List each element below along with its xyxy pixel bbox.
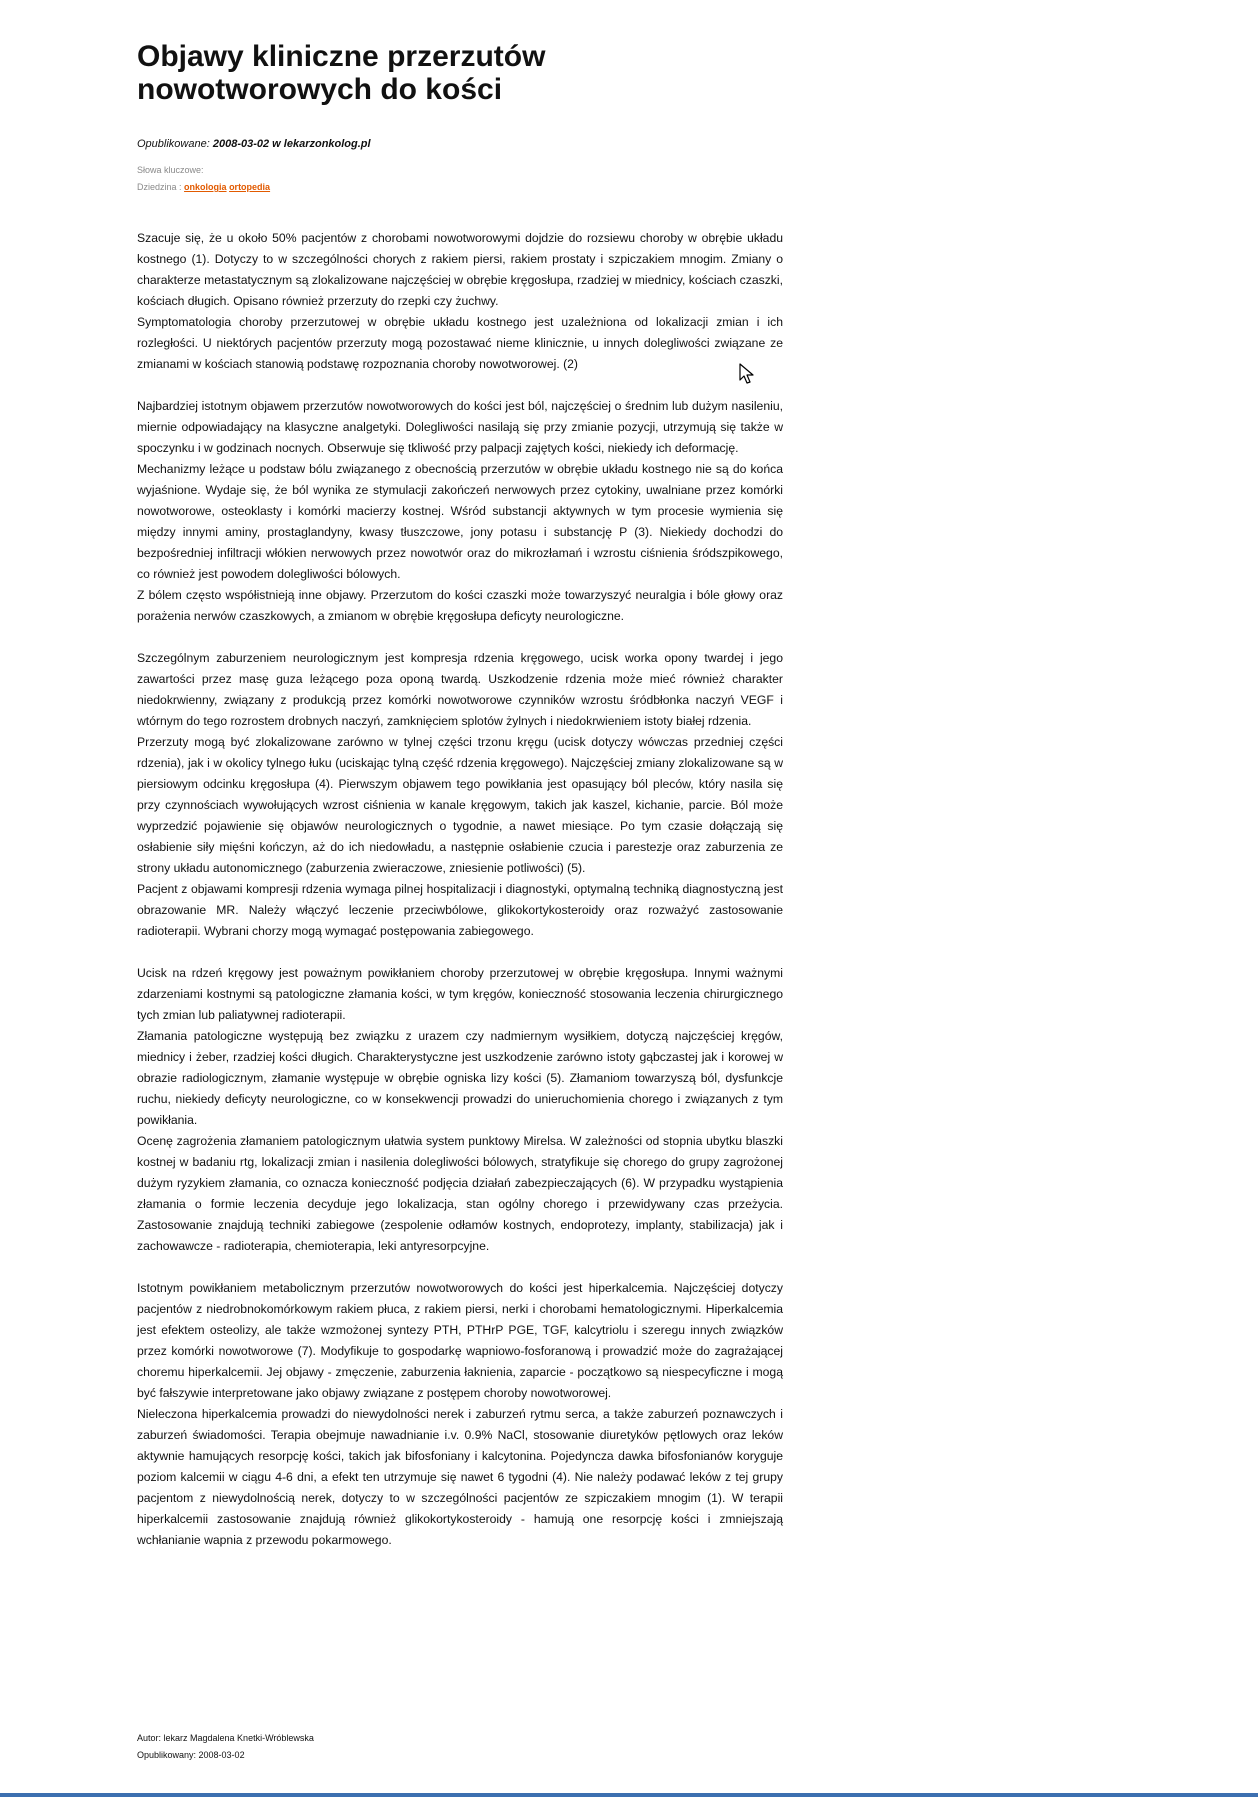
domain-row	[137, 179, 783, 196]
article-section	[137, 963, 783, 1257]
keywords-label: Słowa kluczowe:	[137, 165, 204, 175]
article-paragraph: Złamania patologiczne występują bez związku z urazem czy nadmiernym wysiłkiem, dotyczą najczęściej kręgów, miednicy i żeber, rzadziej kości długich. Charakterystyczne jest uszkodzenie zarówno istoty gąbczastej jak i korowej w obrazie radiologicznym, złamanie występuje w obrębie ogniska lizy kości (5). Złamaniom towarzyszą ból, dysfunkcje ruchu, niekiedy deficyty neurologiczne, co w konsekwencji prowadzi do unieruchomienia chorego i związanych z tym powikłania.	[137, 1029, 783, 1127]
article-paragraph: Mechanizmy leżące u podstaw bólu związanego z obecnością przerzutów w obrębie układu kostnego nie są do końca wyjaśnione. Wydaje się, że ból wynika ze stymulacji zakończeń nerwowych przez cytokiny, uwalniane przez komórki nowotworowe, osteoklasty i komórki macierzy kostnej. Wśród substancji aktywnych w tym procesie wymienia się między innymi aminy, prostaglandyny, kwasy tłuszczowe, jony potasu i substancję P (3). Niekiedy dochodzi do bezpośredniej infiltracji włókien nerwowych przez nowotwór oraz do mikrozłamań i wzrostu ciśnienia śródszpikowego, co również jest powodem dolegliwości bólowych.	[137, 462, 783, 581]
article-content	[137, 40, 783, 1572]
tag-link-ortopedia[interactable]: ortopedia	[229, 182, 271, 192]
article-section	[137, 648, 783, 942]
article-paragraph: Szacuje się, że u około 50% pacjentów z chorobami nowotworowymi dojdzie do rozsiewu choroby w obrębie układu kostnego (1). Dotyczy to w szczególności chorych z rakiem piersi, rakiem prostaty i szpiczakiem mnogim. Zmiany o charakterze metastatycznym są zlokalizowane najczęściej w obrębie kręgosłupa, rzadziej w miednicy, kościach czaszki, kościach długich. Opisano również przerzuty do rzepki czy żuchwy.	[137, 231, 783, 308]
published-info	[137, 138, 783, 150]
article-footer	[137, 1730, 314, 1764]
article-section	[137, 396, 783, 627]
published-value: 2008-03-02 w lekarzonkolog.pl	[212, 138, 371, 150]
tag-link-onkologia[interactable]: onkologia	[184, 182, 227, 192]
published-line: Opublikowany: 2008-03-02	[137, 1750, 245, 1760]
window-bottom-bar	[0, 1793, 1258, 1797]
article-paragraph: Szczególnym zaburzeniem neurologicznym jest kompresja rdzenia kręgowego, ucisk worka opony twardej i jego zawartości przez masę guza leżącego poza oponą twardą. Uszkodzenie rdzenia może mieć również charakter niedokrwienny, związany z produkcją przez komórki nowotworowe czynników wzrostu śródbłonka naczyń VEGF i wtórnym do tego rozrostem drobnych naczyń, zamknięciem splotów żylnych i niedokrwieniem istoty białej rdzenia.	[137, 651, 783, 728]
article-paragraph: Z bólem często współistnieją inne objawy. Przerzutom do kości czaszki może towarzyszyć neuralgia i bóle głowy oraz porażenia nerwów czaszkowych, a zmianom w obrębie kręgosłupa deficyty neurologiczne.	[137, 588, 783, 623]
article-body	[137, 228, 783, 1551]
title-line-1: Objawy kliniczne przerzutów	[137, 40, 546, 73]
article-paragraph: Przerzuty mogą być zlokalizowane zarówno w tylnej części trzonu kręgu (ucisk dotyczy wówczas przedniej części rdzenia), jak i w okolicy tylnego łuku (uciskając tylną część rdzenia kręgowego). Najczęściej zmiany zlokalizowane są w piersiowym odcinku kręgosłupa (4). Pierwszym objawem tego powikłania jest opasujący ból pleców, który nasila się przy czynnościach wywołujących wzrost ciśnienia w kanale kręgowym, takich jak kaszel, kichanie, parcie. Ból może wyprzedzić pojawienie się objawów neurologicznych o tygodnie, a nawet miesiące. Po tym czasie dołączają się osłabienie siły mięśni kończyn, aż do ich niedowładu, a następnie osłabienie czucia i parestezje oraz zaburzenia ze strony układu autonomicznego (zaburzenia zwieraczowe, zniesienie potliwości) (5).	[137, 735, 783, 875]
author-line: Autor: lekarz Magdalena Knetki-Wróblewska	[137, 1733, 314, 1743]
article-paragraph: Istotnym powikłaniem metabolicznym przerzutów nowotworowych do kości jest hiperkalcemia. Najczęściej dotyczy pacjentów z niedrobnokomórkowym rakiem płuca, z rakiem piersi, nerki i chorobami hematologicznymi. Hiperkalcemia jest efektem osteolizy, ale także wzmożonej syntezy PTH, PTHrP PGE, TGF, kalcytriolu i szeregu innych związków przez komórki nowotworowe (7). Modyfikuje to gospodarkę wapniowo-fosforanową i prowadzić może do zagrażającej choremu hiperkalcemii. Jej objawy - zmęczenie, zaburzenia łaknienia, zaparcie - początkowo są niespecyficzne i mogą być fałszywie interpretowane jako objawy związane z postępem choroby nowotworowej.	[137, 1281, 783, 1400]
title-line-2: nowotworowych do kości	[137, 73, 503, 106]
domain-label: Dziedzina :	[137, 182, 182, 192]
article-meta	[137, 162, 783, 196]
article-paragraph: Pacjent z objawami kompresji rdzenia wymaga pilnej hospitalizacji i diagnostyki, optymalną techniką diagnostyczną jest obrazowanie MR. Należy włączyć leczenie przeciwbólowe, glikokortykosteroidy oraz rozważyć zastosowanie radioterapii. Wybrani chorzy mogą wymagać postępowania zabiegowego.	[137, 882, 783, 938]
page-title	[137, 40, 783, 106]
article-section	[137, 228, 783, 375]
mouse-pointer-icon	[739, 363, 755, 385]
published-prefix: Opublikowane:	[137, 138, 210, 150]
article-paragraph: Najbardziej istotnym objawem przerzutów nowotworowych do kości jest ból, najczęściej o średnim lub dużym nasileniu, miernie odpowiadający na klasyczne analgetyki. Dolegliwości nasilają się przy zmianie pozycji, utrzymują się także w spoczynku i w godzinach nocnych. Obserwuje się tkliwość przy palpacji zajętych kości, niekiedy ich deformację.	[137, 399, 783, 455]
article-paragraph: Ocenę zagrożenia złamaniem patologicznym ułatwia system punktowy Mirelsa. W zależności od stopnia ubytku blaszki kostnej w badaniu rtg, lokalizacji zmian i nasilenia dolegliwości bólowych, stratyfikuje się chorego do grupy zagrożonej dużym ryzykiem złamania, co oznacza konieczność podjęcia działań zabezpieczających (6). W przypadku wystąpienia złamania o formie leczenia decyduje jego lokalizacja, stan ogólny chorego i przewidywany czas przeżycia. Zastosowanie znajdują techniki zabiegowe (zespolenie odłamów kostnych, endoprotezy, implanty, stabilizacja) jak i zachowawcze - radioterapia, chemioterapia, leki antyresorpcyjne.	[137, 1134, 783, 1253]
article-paragraph: Symptomatologia choroby przerzutowej w obrębie układu kostnego jest uzależniona od lokalizacji zmian i ich rozległości. U niektórych pacjentów przerzuty mogą pozostawać nieme klinicznie, u innych dolegliwości związane ze zmianami w kościach stanowią podstawę rozpoznania choroby nowotworowej. (2)	[137, 315, 783, 371]
article-paragraph: Nieleczona hiperkalcemia prowadzi do niewydolności nerek i zaburzeń rytmu serca, a także zaburzeń poznawczych i zaburzeń świadomości. Terapia obejmuje nawadnianie i.v. 0.9% NaCl, stosowanie diuretyków pętlowych oraz leków aktywnie hamujących resorpcję kości, takich jak bifosfoniany i kalcytonina. Pojedyncza dawka bifosfonianów koryguje poziom kalcemii w ciągu 4-6 dni, a efekt ten utrzymuje się nawet 6 tygodni (4). Nie należy podawać leków z tej grupy pacjentom z niewydolnością nerek, dotyczy to w szczególności pacjentów ze szpiczakiem mnogim (1). W terapii hiperkalcemii zastosowanie znajdują również glikokortykosteroidy - hamują one resorpcję kości i zmniejszają wchłanianie wapnia z przewodu pokarmowego.	[137, 1407, 783, 1547]
article-paragraph: Ucisk na rdzeń kręgowy jest poważnym powikłaniem choroby przerzutowej w obrębie kręgosłupa. Innymi ważnymi zdarzeniami kostnymi są patologiczne złamania kości, w tym kręgów, konieczność stosowania leczenia chirurgicznego tych zmian lub paliatywnej radioterapii.	[137, 966, 783, 1022]
article-section	[137, 1278, 783, 1551]
